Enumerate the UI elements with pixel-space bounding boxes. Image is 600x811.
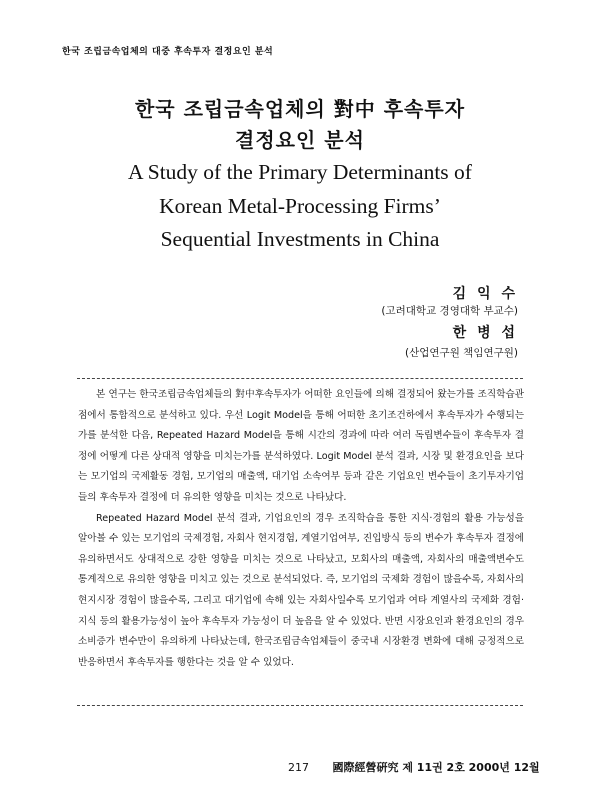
title-korean-line-1: 한국 조립금속업체의 對中 후속투자	[134, 97, 466, 121]
author-1-name: 김 익 수	[452, 286, 518, 302]
abstract-paragraph-1: 본 연구는 한국조립금속업체들의 對中후속투자가 어떠한 요인들에 의해 결정되어 왔는가를 조직학습관점에서 통합적으로 분석하고 있다. 우선 Logit Model을 통해 어떠한 초기조건하에서 후속투자가 수행되는가를 분석한 다음, Repeated Hazard Model을 통해 시간의 경과에 따라 여러 독립변수들이 후속투자 결정에 어떻게 다른 상대적 영향을 미치는가를 분석하였다. Logit Model 분석 결과, 시장 및 환경요인을 보다는 모기업의 국제활동 경험, 모기업의 매출액, 대기업 소속여부 등과 같은 기업요인 변수들이 초기투자기업들의 후속투자 결정에 더 유의한 영향을 미치는 것으로 나타났다.	[78, 389, 524, 503]
title-english-line-3: Sequential Investments in China	[160, 227, 440, 251]
abstract-top-divider	[77, 378, 523, 379]
page-number: 217	[288, 761, 309, 774]
journal-citation: 國際經營硏究 제 11권 2호 2000년 12월	[332, 761, 540, 774]
title-english-line-1: A Study of the Primary Determinants of	[128, 160, 472, 184]
title-english-line-2: Korean Metal-Processing Firms’	[159, 194, 441, 218]
author-2-name: 한 병 섭	[452, 325, 518, 341]
author-1-affiliation: (고려대학교 경영대학 부교수)	[381, 305, 518, 317]
title-korean-line-2: 결정요인 분석	[235, 128, 365, 152]
abstract-paragraph-2: Repeated Hazard Model 분석 결과, 기업요인의 경우 조직학습을 통한 지식·경험의 활용 가능성을 알아볼 수 있는 모기업의 국제경험, 자회사 현지경험, 계열기업여부, 진입방식 등의 변수가 후속투자 결정에 유의하면서도 상대적으로 강한 영향을 미치는 것으로 나타났고, 모회사의 매출액, 자회사의 매출액변수도 통계적으로 유의한 영향을 미치고 있는 것으로 분석되었다. 즉, 모기업의 국제화 경험이 많을수록, 자회사의 현지시장 경험이 많을수록, 그리고 대기업에 속해 있는 자회사일수록 모기업과 여타 계열사의 국제화 경험·지식 등의 활용가능성이 높아 후속투자 가능성이 더 높음을 알 수 있었다. 반면 시장요인과 환경요인의 경우 소비증가 변수만이 유의하게 나타났는데, 한국조립금속업체들이 중국내 시장환경 변화에 대해 긍정적으로 반응하면서 후속투자를 행한다는 것을 알 수 있었다.	[78, 512, 524, 668]
running-head: 한국 조립금속업체의 대중 후속투자 결정요인 분석	[62, 47, 274, 57]
abstract-bottom-divider	[77, 705, 523, 706]
page-footer	[288, 759, 540, 775]
abstract	[78, 385, 524, 673]
author-2-affiliation: (산업연구원 책임연구원)	[405, 347, 518, 359]
